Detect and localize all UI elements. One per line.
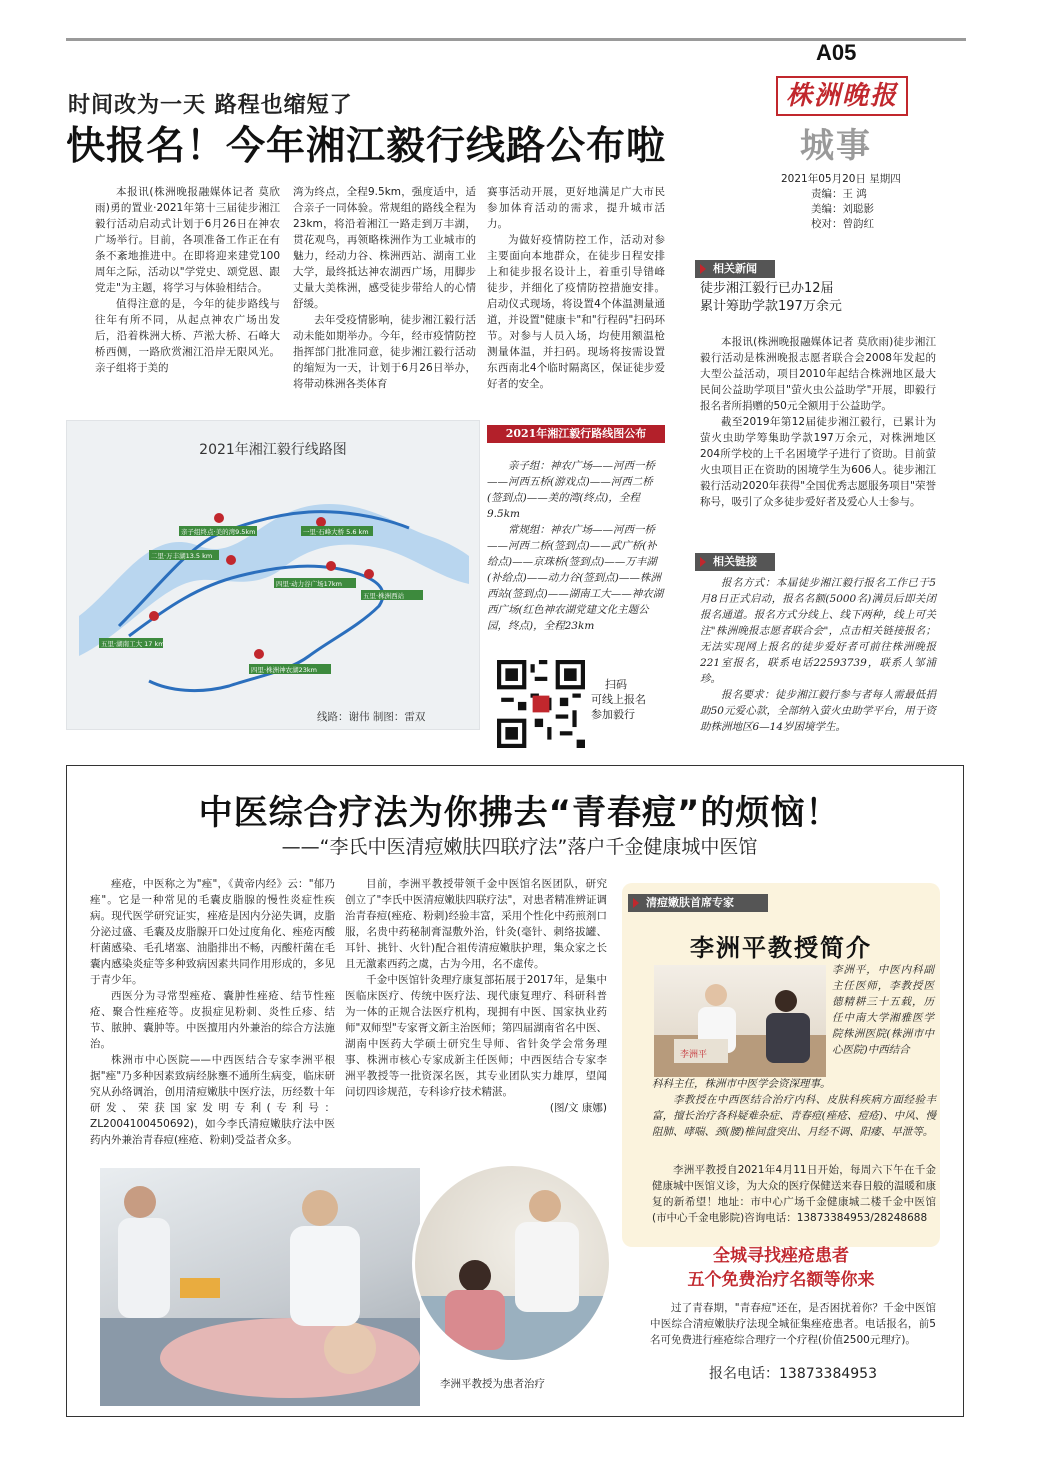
map-marker: [254, 649, 264, 659]
ad-title: 中医综合疗法为你拂去“青春痘”的烦恼！: [198, 793, 841, 833]
related-news-title-line: 累计筹助学款197万余元: [700, 299, 842, 314]
article-paragraph: 为做好疫情防控工作，活动对参主要面向本地群众，在徒步日程安排上和徒步报名设计上，着重引导错峰徒步，并细化了疫情防控措施安排。启动仪式现场，将设置4个体温测量通道，并设置"健康卡"和"行程码"扫码环节。对参与人员入场，均使用额温枪测量体温，并扫码。现场将按需设置东西南北4个临时隔离区，保证徒步爱好者的安全。: [487, 234, 665, 390]
photo-illustration: [415, 1166, 612, 1363]
map-label: 二里·万丰湖13.5 km: [151, 552, 213, 560]
map-marker: [364, 569, 374, 579]
route-family: 亲子组：神农广场——河西一桥——河西五桥(游戏点)——河西二桥(签到点)——美的湾(终点)，全程9.5km: [487, 460, 655, 520]
route-heading: 2021年湘江毅行路线图公布: [487, 425, 665, 443]
related-news-title: [700, 280, 950, 316]
related-news-body: [700, 334, 936, 510]
route-map: [66, 420, 480, 730]
route-details: [487, 458, 665, 634]
doctor-consultation-photo: [654, 965, 826, 1077]
article-paragraph: 湾为终点，全程9.5km，强度适中，适合亲子一同体验。常规组的路线全程为23km，将沿着湘江一路走到万丰湖，贯花观鸟，再领略株洲作为工业城市的魅力，经动力谷、株洲西站、湖南工业大学，最终抵达神农湖西广场，用脚步丈量大美株洲，感受徒步带给人的心情舒缓。: [293, 186, 476, 310]
article-column-1: [95, 184, 280, 376]
article-paragraph: 本报讯(株洲晚报融媒体记者 莫欣雨)勇的置业·2021年第十三届徒步湘江毅行活动启动式计划于6月26日在神农广场举行。目前，各项准备工作正在有条不紊地推进中。在即将迎来建党100周年之际，活动以"学党史、颂党恩、跟党走"为主题，将学习与体验相结合。: [95, 186, 280, 294]
name-badge: 李洲平: [680, 1050, 708, 1060]
profile-continued: [652, 1076, 936, 1140]
map-marker: [316, 517, 326, 527]
newspaper-logo: 株洲晚报: [776, 76, 908, 116]
article-paragraph: 赛事活动开展，更好地满足广大市民参加体育活动的需求，提升城市活力。: [487, 186, 665, 230]
profile-clinic-note: 李洲平教授自2021年4月11日开始，每周六下午在千金健康城中医馆义诊，为大众的医疗保健送来春日般的温暖和康复的新希望！地址：市中心广场千金健康城二楼千金中医馆(市中心千金电影院)咨询电话：13873384953/28248688: [652, 1164, 936, 1224]
profile-intro: 李洲平，中医内科副主任医师，李教授医德精耕三十五载，历任中南大学湘雅医学院株洲医院(株洲市中心医院)中西结合: [832, 964, 934, 1056]
qr-caption-line: 参加毅行: [591, 708, 635, 721]
map-marker: [214, 513, 224, 523]
article-column-2: [293, 184, 476, 392]
article-paragraph: 去年受疫情影响，徒步湘江毅行活动未能如期举办。今年，经市疫情防控指挥部门批准同意，徒步湘江毅行活动的缩短为一天，计划于6月26日举办，将带动株洲各类体育: [293, 314, 476, 390]
map-label: 五里·湖南工大 17 km: [101, 640, 165, 648]
recruit-text: 过了青春期，"青春痘"还在，是否困扰着你？千金中医馆中医综合清痘嫩肤疗法现全城征集痤疮患者。电话报名，前5名可免费进行痤疮综合理疗一个疗程(价值2500元理疗)。: [650, 1302, 936, 1346]
map-label: 四里·株洲神农湖23km: [251, 666, 317, 674]
page-number: A05: [816, 40, 857, 65]
ad-paragraph: 西医分为寻常型痤疮、囊肿性痤疮、结节性痤疮、聚合性痤疮等。皮损症见粉刺、炎性丘疹、结节、脓肿、囊肿等。中医擅用内外兼治的综合方法施治。: [90, 990, 335, 1050]
map-label: 四里·动力谷广场17km: [276, 580, 342, 588]
treatment-photo: [100, 1168, 420, 1406]
map-marker: [149, 611, 159, 621]
related-news-paragraph: 本报讯(株洲晚报融媒体记者 莫欣雨)徒步湘江毅行活动是株洲晚报志愿者联合会2008年发起的大型公益活动，项目2010年起结合株洲地区最大民间公益助学项目"萤火虫公益助学"开展，即毅行报名者所捐赠的50元全额用于公益助学。: [700, 336, 936, 412]
photo-illustration: [654, 965, 826, 1077]
route-regular: 常规组：神农广场——河西一桥——河西二桥(签到点)——武广桥(补给点)——京珠桥(签到点)——万丰湖(补给点)——动力谷(签到点)——株洲西站(签到点)——湖南工大——神农湖西广场(红色神农湖党建文化主题公园，终点)，全程23km: [487, 524, 664, 632]
sub-headline: 时间改为一天 路程也缩短了: [68, 93, 353, 118]
profile-tag: 清痘嫩肤首席专家: [628, 894, 768, 912]
related-news-title-line: 徒步湘江毅行已办12届: [700, 281, 834, 296]
section-title: 城事: [800, 126, 872, 166]
recruit-headline-line: 全城寻找痤疮患者: [713, 1246, 849, 1266]
ad-paragraph: 目前，李洲平教授带领千金中医馆名医团队，研究创立了"李氏中医清痘嫩肤四联疗法"，对患者精准辨证调治青春痘(痤疮、粉刺)经验丰富，采用个性化中药煎剂口服，名贵中药秘制膏湿敷外治，针灸(毫针、刺络拔罐、耳针、挑针、火针)配合祖传清痘嫩肤护理，集众家之长且无激素西药之虞，古为今用，名不虚传。: [345, 878, 607, 970]
recruit-headline: [622, 1244, 940, 1292]
qr-caption: [591, 677, 646, 722]
map-marker: [226, 555, 236, 565]
main-headline: 快报名！今年湘江毅行线路公布啦: [66, 124, 667, 169]
ad-paragraph: 株洲市中心医院——中西医结合专家李洲平根据"痤"乃多种因素致病经脉壅不通所生病变，临床研究从孙络调治，创用清痘嫩肤中医疗法，历经数十年研发、荣获国家发明专利(专利号：ZL2004100450692)，如今李氏清痘嫩肤疗法中医药内外兼治青春痘(痤疮、粉刺)受益者众多。: [90, 1054, 335, 1146]
issue-date: 2021年05月20日 星期四: [781, 173, 901, 185]
map-label: 一里·石峰大桥 5.6 km: [303, 528, 369, 536]
photo-illustration: [100, 1168, 420, 1406]
treatment-photo-round: [412, 1163, 612, 1363]
ad-column-1: [90, 876, 335, 1148]
map-marker: [326, 561, 336, 571]
art-editor: 美编：刘聪影: [811, 203, 874, 215]
related-link-paragraph: 报名方式：本届徒步湘江毅行报名工作已于5月8日正式启动，报名名额(5000名)满员后即关闭报名通道。报名方式分线上、线下两种，线上可关注"株洲晚报志愿者联合会"，点击相关链接报名；无法实现网上报名的徒步爱好者可前往株洲晚报221室报名，联系电话22593739，联系人邹浦珍。: [700, 577, 936, 685]
map-title: 2021年湘江毅行线路图: [199, 442, 347, 458]
profile-title: 李洲平教授简介: [690, 933, 872, 962]
editor: 责编：王 鸿: [811, 188, 867, 200]
related-link-body: [700, 575, 936, 735]
map-label: 亲子组终点·美的湾9.5km: [181, 528, 256, 536]
qr-code-icon[interactable]: [497, 660, 585, 748]
ad-signature: (图/文 康娜): [549, 1102, 607, 1114]
ad-subtitle: ——“李氏中医清痘嫩肤四联疗法”落户千金健康城中医馆: [281, 836, 758, 858]
profile-line: 李教授在中西医结合治疗内科、皮肤科疾病方面经验丰富，擅长治疗各科疑难杂症、青春痘(痤疮、痘疮)、中风、慢阻肺、哮喘、颈(腰)椎间盘突出、月经不调、阳痿、早泄等。: [652, 1094, 936, 1138]
qr-caption-line: 扫码: [605, 678, 627, 691]
photo-caption: 李洲平教授为患者治疗: [440, 1378, 545, 1390]
map-graphic: [79, 466, 469, 706]
related-news-tag: 相关新闻: [695, 260, 775, 278]
map-credit: 线路：谢伟 制图：雷双: [317, 711, 426, 723]
article-column-3: [487, 184, 665, 392]
signup-phone: 报名电话：13873384953: [709, 1366, 877, 1382]
article-paragraph: 值得注意的是，今年的徒步路线与往年有所不同，从起点神农广场出发后，沿着株洲大桥、芦淞大桥、石峰大桥西侧，一路欣赏湘江沿岸无限风光。亲子组将于美的: [95, 298, 280, 374]
ad-paragraph: 千金中医馆针灸理疗康复部拓展于2017年，是集中医临床医疗、传统中医疗法、现代康复理疗、科研科普为一体的正规合法医疗机构，现拥有中医、国家执业药师"双师型"专家胥文新主治医师；第四届湖南省名中医、湖南中医药大学硕士研究生导师、省针灸学会常务理事、株洲市核心专家成新主任医师；中西医结合专家李洲平教授等一批资深名医，其专业团队实力雄厚，望闻问切四诊规范，专科诊疗技术精湛。: [345, 974, 607, 1098]
map-label: 五里·株洲西站: [363, 592, 405, 600]
related-link-paragraph: 报名要求：徒步湘江毅行参与者每人需最低捐助50元爱心款，全部纳入萤火虫助学平台，用于资助株洲地区6—14岁困境学生。: [700, 689, 936, 733]
recruit-headline-line: 五个免费治疗名额等你来: [687, 1270, 875, 1290]
ad-paragraph: 痤疮，中医称之为"痤"，《黄帝内经》云："郁乃痤"。它是一种常见的毛囊皮脂腺的慢性炎症性疾病。现代医学研究证实，痤疮是因内分泌失调，皮脂分泌过盛、毛囊及皮脂腺开口处过度角化、痤疮丙酸杆菌感染、毛孔堵塞、油脂排出不畅，丙酸杆菌在毛囊内感染炎症等多种致病因素共同作用形成的，多见于青少年。: [90, 878, 335, 986]
ad-column-2: [345, 876, 607, 1116]
issue-meta: [781, 172, 931, 232]
qr-caption-line: 可线上报名: [591, 693, 646, 706]
related-link-tag: 相关链接: [695, 553, 775, 571]
proofreader: 校对：曾韵红: [811, 218, 874, 230]
related-news-paragraph: 截至2019年第12届徒步湘江毅行，已累计为萤火虫助学筹集助学款197万余元，对株洲地区204所学校的上千名困境学子进行了资助。目前萤火虫项目正在资助的困境学生为606人。徒步湘江毅行活动2020年获得"全国优秀志愿服务项目"荣誉称号，吸引了众多徒步爱好者及爱心人士参与。: [700, 416, 936, 508]
profile-line: 科科主任，株洲市中医学会资深理事。: [652, 1078, 831, 1090]
